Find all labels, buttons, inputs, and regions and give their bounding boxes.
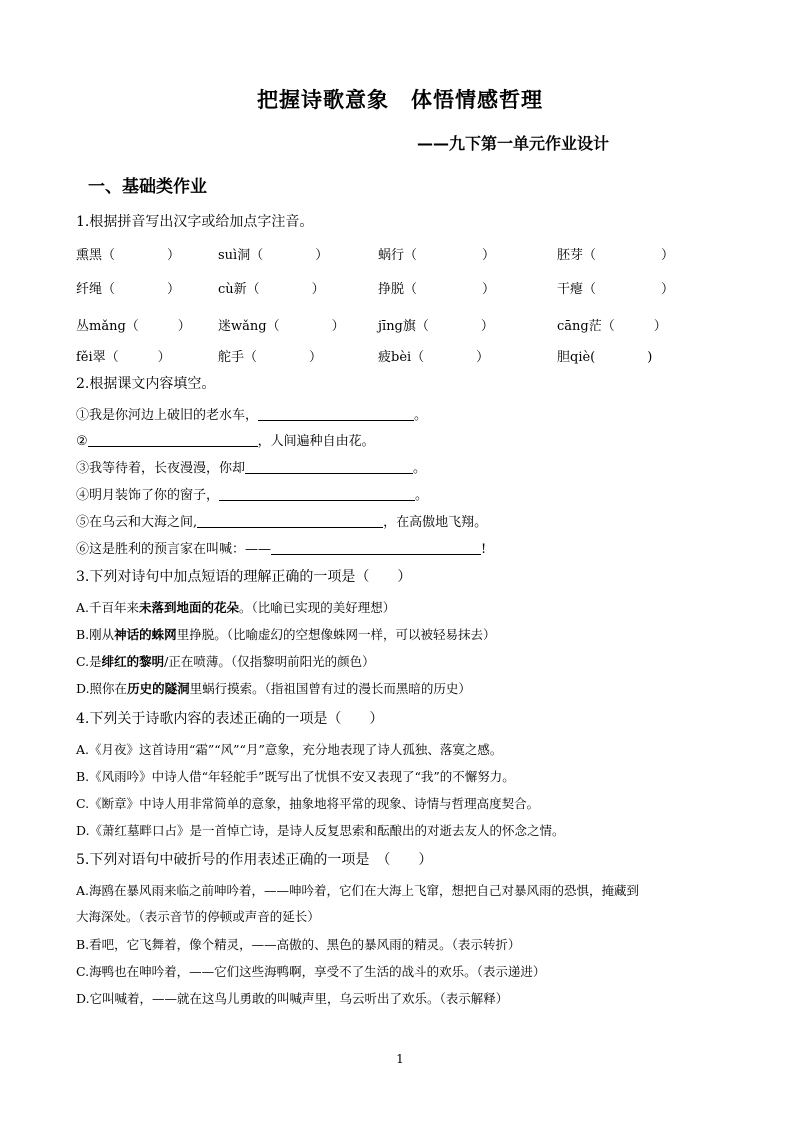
- fill-prompt: ①我是你河边上破旧的老水车，: [76, 408, 259, 423]
- emphasized-phrase: 未落到地面的花朵: [139, 600, 240, 615]
- fill-in-line: [76, 538, 486, 557]
- q1-cell: fěi翠（ ）: [76, 350, 171, 365]
- q3-option-d[interactable]: [76, 679, 471, 697]
- question-2-stem: 2.根据课文内容填空。: [76, 376, 216, 392]
- fill-in-line: [76, 404, 427, 423]
- fill-prompt: ④明月装饰了你的窗子，: [76, 488, 220, 503]
- q5-option-b[interactable]: B.看吧，它飞舞着，像个精灵，——高傲的、黑色的暴风雨的精灵。（表示转折）: [76, 937, 521, 952]
- q1-cell: 纤绳（ ）: [76, 282, 181, 297]
- question-4-stem: 4.下列关于诗歌内容的表述正确的一项是（ ）: [76, 711, 384, 727]
- question-5-stem: 5.下列对语句中破折号的作用表述正确的一项是 （ ）: [76, 852, 433, 868]
- fill-prompt: ③我等待着，长夜漫漫，你却: [76, 461, 246, 476]
- question-3-stem: 3.下列对诗句中加点短语的理解正确的一项是（ ）: [76, 569, 412, 585]
- page-subtitle: ——九下第一单元作业设计: [417, 134, 610, 153]
- emphasized-phrase: 历史的隧洞: [127, 681, 190, 696]
- answer-blank[interactable]: [197, 513, 383, 528]
- q1-cell: 疲bèi（ ）: [378, 350, 490, 365]
- q1-cell: 熏黑（ ）: [76, 248, 181, 263]
- q4-option-b[interactable]: B.《风雨吟》中诗人借“年轻舵手”既写出了忧惧不安又表现了“我”的不懈努力。: [76, 769, 515, 784]
- fill-in-line: [76, 430, 375, 449]
- q5-option-d[interactable]: D.它叫喊着，——就在这鸟儿勇敢的叫喊声里，乌云听出了欢乐。（表示解释）: [76, 991, 509, 1006]
- option-text: D.照你在: [76, 681, 128, 696]
- fill-prompt: ②: [76, 434, 88, 449]
- answer-blank[interactable]: [258, 406, 414, 421]
- q1-cell: 迷wǎng（ ）: [218, 319, 345, 334]
- q1-cell: cāng茫（ ）: [557, 319, 667, 334]
- fill-suffix: 。: [413, 461, 427, 476]
- q1-cell: 蜗行（ ）: [378, 248, 496, 263]
- q5-option-c[interactable]: C.海鸭也在呻吟着，——它们这些海鸭啊，享受不了生活的战斗的欢乐。（表示递进）: [76, 964, 546, 979]
- option-text: A.千百年来: [76, 600, 140, 615]
- q4-option-c[interactable]: C.《断章》中诗人用非常简单的意象，抽象地将平常的现象、诗情与哲理高度契合。: [76, 796, 540, 811]
- q1-cell: suì洞（ ）: [218, 248, 329, 263]
- q1-cell: 胚芽（ ）: [557, 248, 675, 263]
- fill-prompt: ⑤在乌云和大海之间,: [76, 515, 198, 530]
- q3-option-a[interactable]: [76, 598, 395, 616]
- fill-in-line: [76, 511, 487, 530]
- q5-option-a[interactable]: A.海鸥在暴风雨来临之前呻吟着，——呻吟着，它们在大海上飞窜，想把自己对暴风雨的恐惧，掩藏到: [76, 883, 640, 898]
- q1-cell: jīng旗（ ）: [378, 319, 494, 334]
- q1-cell: 胆qiè( ): [557, 350, 653, 365]
- question-1-stem: 1.根据拼音写出汉字或给加点字注音。: [76, 214, 314, 230]
- option-text: 。（比喻已实现的美好理想）: [239, 600, 396, 615]
- q5-option-a-continued[interactable]: 大海深处。（表示音节的停顿或声音的延长）: [76, 909, 320, 924]
- emphasized-phrase: 神话的蛛网: [114, 627, 177, 642]
- fill-suffix: 。: [415, 488, 429, 503]
- answer-blank[interactable]: [219, 486, 415, 501]
- section-heading: 一、基础类作业: [88, 177, 207, 197]
- q1-cell: 干瘪（ ）: [557, 282, 675, 297]
- q3-option-c[interactable]: [76, 652, 375, 670]
- q1-cell: cù新（ ）: [218, 282, 325, 297]
- q4-option-d[interactable]: D.《萧红墓畔口占》是一首悼亡诗，是诗人反复思索和酝酿出的对逝去友人的怀念之情。: [76, 823, 565, 838]
- q1-cell: 舵手（ ）: [218, 350, 323, 365]
- fill-in-line: [76, 457, 426, 476]
- page-title: 把握诗歌意象 体悟情感哲理: [257, 88, 543, 112]
- option-text: /正在喷薄。（仅指黎明前阳光的颜色）: [164, 654, 375, 669]
- fill-suffix: ，在高傲地飞翔。: [383, 515, 488, 530]
- emphasized-phrase: 绯红的黎明: [101, 654, 165, 669]
- fill-suffix: !: [481, 542, 487, 557]
- answer-blank[interactable]: [271, 540, 481, 555]
- fill-in-line: [76, 484, 428, 503]
- fill-prompt: ⑥这是胜利的预言家在叫喊：——: [76, 542, 272, 557]
- fill-suffix: 。: [414, 408, 428, 423]
- answer-blank[interactable]: [88, 432, 258, 447]
- q3-option-b[interactable]: [76, 625, 495, 643]
- fill-suffix: ，人间遍种自由花。: [257, 434, 375, 449]
- q1-cell: 丛mǎng（ ）: [76, 319, 191, 334]
- answer-blank[interactable]: [245, 459, 413, 474]
- page-number: 1: [396, 1052, 404, 1066]
- q4-option-a[interactable]: A.《月夜》这首诗用“霜”“风”“月”意象，充分地表现了诗人孤独、落寞之感。: [76, 742, 503, 757]
- option-text: C.是: [76, 654, 102, 669]
- option-text: 里蜗行摸索。（指祖国曾有过的漫长而黑暗的历史）: [189, 681, 471, 696]
- option-text: B.刚从: [76, 627, 115, 642]
- option-text: 里挣脱。（比喻虚幻的空想像蛛网一样，可以被轻易抹去）: [176, 627, 496, 642]
- q1-cell: 挣脱（ ）: [378, 282, 496, 297]
